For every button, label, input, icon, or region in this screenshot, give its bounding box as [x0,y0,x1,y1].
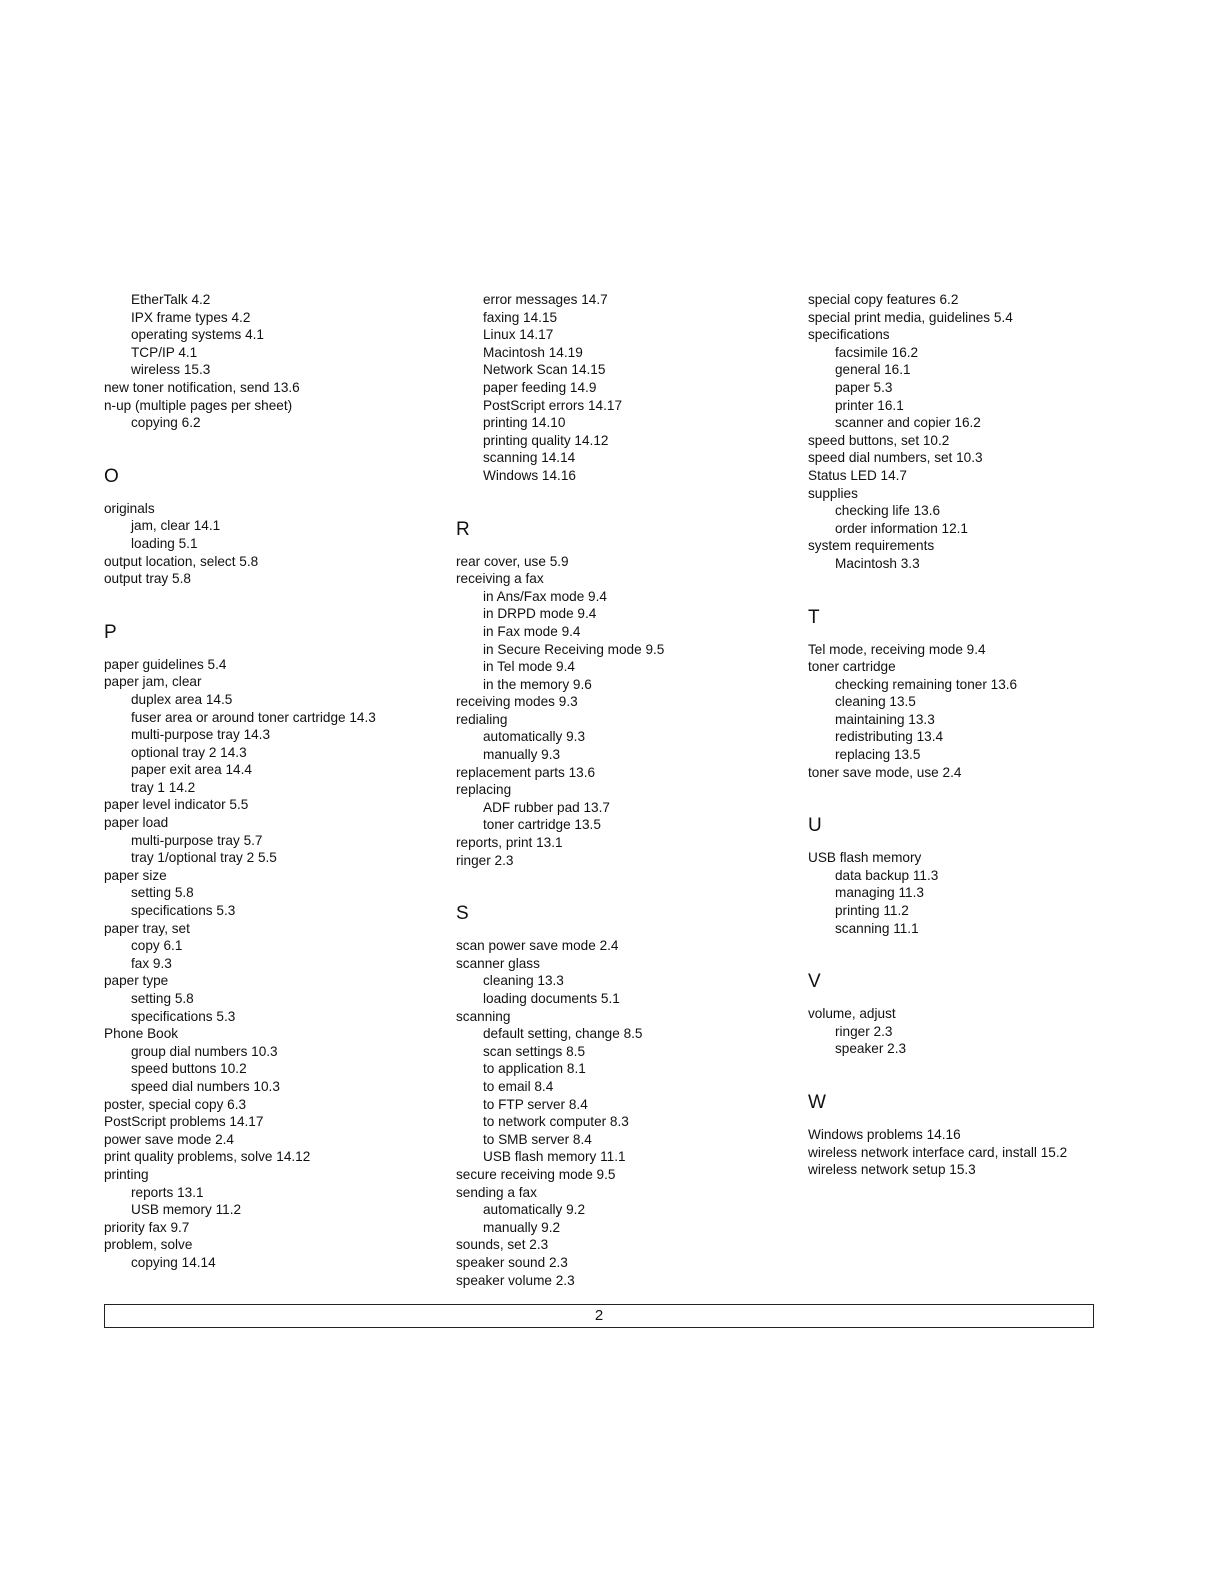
index-entry: speed buttons, set 10.2 [808,432,950,448]
index-subentry: in DRPD mode 9.4 [483,606,597,622]
index-subentry: in the memory 9.6 [483,676,592,692]
index-subentry: tray 1 14.2 [131,779,196,795]
page-footer [104,1304,1094,1328]
index-entry: speaker sound 2.3 [456,1254,568,1270]
index-entry: paper load [104,815,169,831]
index-entry: problem, solve [104,1237,193,1253]
index-entry: ringer 2.3 [456,852,514,868]
index-subentry: fax 9.3 [131,955,172,971]
index-entry: n-up (multiple pages per sheet) [104,397,293,413]
index-subentry: speed buttons 10.2 [131,1061,247,1077]
index-subentry: to FTP server 8.4 [483,1096,588,1112]
index-subentry: ADF rubber pad 13.7 [483,799,610,815]
index-subentry: multi-purpose tray 5.7 [131,832,263,848]
index-subentry: Network Scan 14.15 [483,362,606,378]
index-subentry: Macintosh 3.3 [835,555,920,571]
index-entry: scanner glass [456,955,540,971]
index-subentry: to application 8.1 [483,1061,586,1077]
index-subentry: printing 14.10 [483,415,566,431]
index-entry: scan power save mode 2.4 [456,938,619,954]
index-entry: USB flash memory [808,850,922,866]
index-subentry: checking life 13.6 [835,503,941,519]
index-subentry: to email 8.4 [483,1078,554,1094]
index-entry: special print media, guidelines 5.4 [808,309,1013,325]
index-subentry: replacing 13.5 [835,747,921,763]
index-subentry: faxing 14.15 [483,309,558,325]
index-entry: replacement parts 13.6 [456,764,596,780]
index-entry: paper tray, set [104,920,190,936]
index-subentry: automatically 9.2 [483,1202,586,1218]
index-entry: rear cover, use 5.9 [456,553,569,569]
index-subentry: fuser area or around toner cartridge 14.3 [131,709,376,725]
index-subentry: in Fax mode 9.4 [483,623,581,639]
index-letter-heading: U [808,815,822,837]
index-subentry: to network computer 8.3 [483,1114,629,1130]
index-entry: power save mode 2.4 [104,1131,234,1147]
index-letter-heading: S [456,903,469,925]
index-subentry: manually 9.3 [483,747,561,763]
index-entry: new toner notification, send 13.6 [104,379,300,395]
index-subentry: scanning 11.1 [835,920,919,936]
index-entry: paper jam, clear [104,674,202,690]
index-subentry: specifications 5.3 [131,903,236,919]
index-entry: volume, adjust [808,1006,896,1022]
index-entry: wireless network interface card, install 15.2 [808,1144,1068,1160]
index-letter-heading: R [456,518,470,540]
index-entry: sending a fax [456,1184,537,1200]
index-subentry: default setting, change 8.5 [483,1026,643,1042]
index-subentry: USB memory 11.2 [131,1202,242,1218]
index-subentry: managing 11.3 [835,885,924,901]
index-subentry: cleaning 13.5 [835,694,916,710]
index-entry: Tel mode, receiving mode 9.4 [808,641,986,657]
index-entry: system requirements [808,538,935,554]
index-subentry: redistributing 13.4 [835,729,944,745]
index-subentry: USB flash memory 11.1 [483,1149,626,1165]
index-subentry: speed dial numbers 10.3 [131,1078,280,1094]
index-column-2 [456,291,786,1289]
index-letter-heading: T [808,606,820,628]
index-entry: priority fax 9.7 [104,1219,190,1235]
page-number: 2 [594,1307,604,1324]
index-subentry: EtherTalk 4.2 [131,292,211,307]
index-entry: reports, print 13.1 [456,835,563,851]
index-subentry: data backup 11.3 [835,867,939,883]
index-subentry: order information 12.1 [835,520,968,536]
index-entry: output location, select 5.8 [104,553,259,569]
index-subentry: in Secure Receiving mode 9.5 [483,641,665,657]
index-entry: toner save mode, use 2.4 [808,764,962,780]
index-subentry: scanning 14.14 [483,450,576,466]
index-subentry: copying 6.2 [131,415,201,431]
index-subentry: printing 11.2 [835,903,909,919]
index-subentry: specifications 5.3 [131,1008,236,1024]
index-subentry: manually 9.2 [483,1219,561,1235]
index-subentry: ringer 2.3 [835,1023,893,1039]
index-subentry: PostScript errors 14.17 [483,397,623,413]
index-subentry: Linux 14.17 [483,327,554,343]
index-entry: speaker volume 2.3 [456,1272,575,1288]
index-subentry: printer 16.1 [835,397,904,413]
index-subentry: reports 13.1 [131,1184,204,1200]
index-subentry: tray 1/optional tray 2 5.5 [131,850,277,866]
index-subentry: setting 5.8 [131,991,194,1006]
index-entry: replacing [456,782,512,798]
index-entry: wireless network setup 15.3 [808,1162,976,1178]
index-subentry: wireless 15.3 [131,362,211,378]
index-subentry: cleaning 13.3 [483,973,564,989]
index-entry: sounds, set 2.3 [456,1237,549,1253]
index-subentry: group dial numbers 10.3 [131,1043,278,1059]
index-letter-heading: V [808,971,821,993]
index-subentry: speaker 2.3 [835,1041,907,1057]
index-entry: paper type [104,973,169,989]
index-subentry: copying 14.14 [131,1254,216,1270]
index-subentry: to SMB server 8.4 [483,1131,592,1147]
index-entry: receiving modes 9.3 [456,694,578,710]
index-letter-heading: O [104,465,119,487]
index-entry: printing [104,1166,149,1182]
index-entry: redialing [456,711,508,727]
index-subentry: toner cartridge 13.5 [483,817,601,833]
index-entry: Status LED 14.7 [808,467,907,483]
index-subentry: TCP/IP 4.1 [131,344,198,360]
index-subentry: setting 5.8 [131,885,194,901]
index-column-1 [104,291,444,1272]
index-column-3 [808,291,1138,1179]
index-entry: PostScript problems 14.17 [104,1114,264,1130]
index-subentry: checking remaining toner 13.6 [835,676,1018,692]
index-entry: output tray 5.8 [104,571,191,587]
index-subentry: facsimile 16.2 [835,344,919,360]
index-entry: Phone Book [104,1026,179,1042]
index-subentry: scanner and copier 16.2 [835,415,981,431]
index-entry: Windows problems 14.16 [808,1127,961,1142]
index-subentry: loading documents 5.1 [483,991,620,1006]
index-entry: poster, special copy 6.3 [104,1096,247,1112]
index-subentry: IPX frame types 4.2 [131,309,251,325]
index-entry: print quality problems, solve 14.12 [104,1149,311,1165]
index-subentry: multi-purpose tray 14.3 [131,727,271,743]
index-entry: speed dial numbers, set 10.3 [808,450,983,466]
index-subentry: paper 5.3 [835,379,893,395]
index-subentry: jam, clear 14.1 [131,518,221,534]
index-subentry: in Tel mode 9.4 [483,659,575,675]
index-subentry: in Ans/Fax mode 9.4 [483,588,607,604]
index-subentry: copy 6.1 [131,938,183,954]
index-entry: secure receiving mode 9.5 [456,1166,616,1182]
index-entry: specifications [808,327,890,343]
index-entry: toner cartridge [808,659,896,675]
index-subentry: operating systems 4.1 [131,327,264,343]
index-entry: paper guidelines 5.4 [104,656,227,672]
index-subentry: scan settings 8.5 [483,1043,586,1059]
index-entry: paper level indicator 5.5 [104,797,249,813]
index-letter-heading: P [104,621,117,643]
index-entry: supplies [808,485,858,501]
index-subentry: duplex area 14.5 [131,691,233,707]
index-subentry: maintaining 13.3 [835,711,935,727]
index-entry: paper size [104,867,167,883]
index-entry: scanning [456,1008,511,1024]
index-letter-heading: W [808,1092,826,1113]
index-subentry: loading 5.1 [131,535,198,551]
index-subentry: Windows 14.16 [483,467,576,483]
index-entry: originals [104,500,155,516]
index-entry: special copy features 6.2 [808,292,959,307]
index-subentry: general 16.1 [835,362,911,378]
index-subentry: error messages 14.7 [483,292,608,307]
index-subentry: paper exit area 14.4 [131,762,252,778]
index-subentry: paper feeding 14.9 [483,379,597,395]
index-entry: receiving a fax [456,571,544,587]
index-subentry: Macintosh 14.19 [483,344,583,360]
index-subentry: automatically 9.3 [483,729,586,745]
index-subentry: optional tray 2 14.3 [131,744,247,760]
index-subentry: printing quality 14.12 [483,432,609,448]
